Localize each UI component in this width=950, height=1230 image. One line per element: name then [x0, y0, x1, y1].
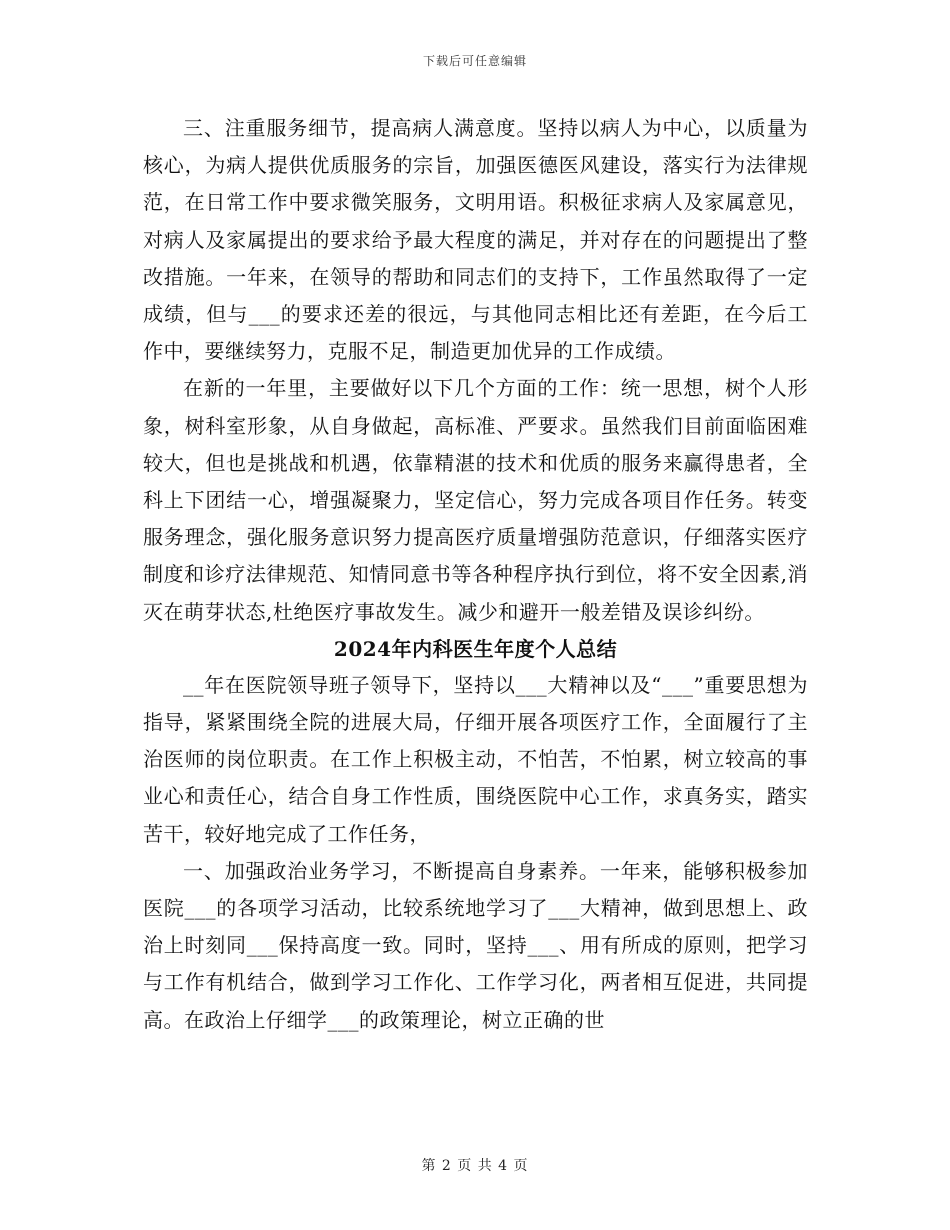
document-body [143, 110, 808, 1039]
page-number-footer: 第 2 页 共 4 页 [421, 1158, 529, 1174]
section-title: 2024年内科医生年度个人总结 [333, 636, 618, 661]
body-paragraph: 在新的一年里，主要做好以下几个方面的工作：统一思想，树个人形象，树科室形象，从自身做起，高标准、严要求。虽然我们目前面临困难较大，但也是挑战和机遇，依靠精湛的技术和优质的服务来赢得患者，全科上下团结一心，增强凝聚力，坚定信心，努力完成各项目作任务。转变服务理念，强化服务意识努力提高医疗质量增强防范意识，仔细落实医疗制度和诊疗法律规范、知情同意书等各种程序执行到位，将不安全因素,消灭在萌芽状态,杜绝医疗事故发生。减少和避开一般差错及误诊纠纷。 [143, 376, 808, 624]
body-paragraph: __年在医院领导班子领导下，坚持以___大精神以及“___”重要思想为指导，紧紧围绕全院的进展大局，仔细开展各项医疗工作，全面履行了主治医师的岗位职责。在工作上积极主动，不怕苦，不怕累，树立较高的事业心和责任心，结合自身工作性质，围绕医院中心工作，求真务实，踏实苦干，较好地完成了工作任务， [143, 672, 808, 846]
body-paragraph: 一、加强政治业务学习，不断提高自身素养。一年来，能够积极参加医院___的各项学习活动，比较系统地学习了___大精神，做到思想上、政治上时刻同___保持高度一致。同时，坚持___、用有所成的原则，把学习与工作有机结合，做到学习工作化、工作学习化，两者相互促进，共同提高。在政治上仔细学___的政策理论，树立正确的世 [143, 858, 808, 1032]
body-paragraph: 三、注重服务细节，提高病人满意度。坚持以病人为中心，以质量为核心，为病人提供优质服务的宗旨，加强医德医风建设，落实行为法律规范，在日常工作中要求微笑服务，文明用语。积极征求病人及家属意见，对病人及家属提出的要求给予最大程度的满足，并对存在的问题提出了整改措施。一年来，在领导的帮助和同志们的支持下，工作虽然取得了一定成绩，但与___的要求还差的很远，与其他同志相比还有差距，在今后工作中，要继续努力，克服不足，制造更加优异的工作成绩。 [143, 116, 808, 364]
page-header: 下载后可任意编辑 [422, 54, 527, 68]
